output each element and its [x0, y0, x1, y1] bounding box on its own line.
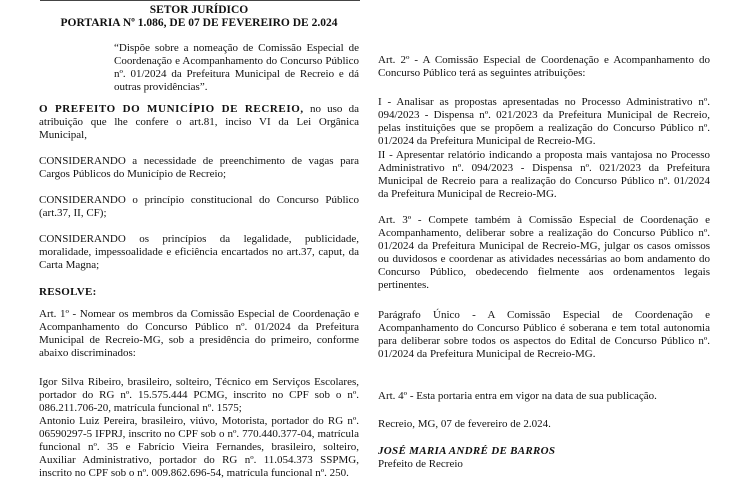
sector-heading: SETOR JURÍDICO: [149, 4, 249, 16]
article-3: Art. 3º - Compete também à Comissão Especial de Coordenação e Acompanhamento, deliberar sobre a realização do Concurso Público nº. 01/2024 da Prefeitura Municipal de Recreio-MG, julgar os casos omissos ou duvidosos e coordenar as atividades necessárias ao bom andamento do Concurso Público, obedecendo fielmente aos ordenamentos legais pertinentes.: [378, 214, 710, 291]
considerando-1: CONSIDERANDO a necessidade de preenchimento de vagas para Cargos Públicos do Município de Recreio;: [39, 155, 359, 180]
member-1: Igor Silva Ribeiro, brasileiro, solteiro, Técnico em Serviços Escolares, portador do RG nº. 15.575.444 PCMG, inscrito no CPF sob o nº. 086.211.706-20, matrícula funcional nº. 1575;: [39, 376, 359, 414]
preamble-rest: no uso da atribuição que lhe confere o art.81, inciso VI da Lei Orgânica Municipal,: [39, 103, 359, 141]
article-4: Art. 4º - Esta portaria entra em vigor na data de sua publicação.: [378, 390, 657, 402]
member-2-3: Antonio Luiz Pereira, brasileiro, viúvo, Motorista, portador do RG nº. 06590297-5 IFPRJ, inscrito no CPF sob o nº. 770.440.377-04, matrícula funcional nº. 35 e Fabrício Vieira Fernandes, brasileiro, solteiro, Auxiliar Administrativo, portador do RG nº. 11.054.373 SSPMG, inscrito no CPF sob o nº. 009.862.696-54, matrícula funcional nº. 250.: [39, 415, 359, 479]
top-divider: [40, 0, 360, 1]
article-2-item-2: II - Apresentar relatório indicando a proposta mais vantajosa no Processo Administrativo nº. 094/2023 - Dispensa nº. 021/2023 da Prefeitura Municipal de Recreio para a realização do Concurso Público nº. 01/2024 da Prefeitura Municipal de Recreio-MG.: [378, 149, 710, 200]
considerando-3: CONSIDERANDO os princípios da legalidade, publicidade, moralidade, impessoalidade e eficiência encartados no art.37, caput, da Carta Magna;: [39, 233, 359, 271]
considerando-2: CONSIDERANDO o princípio constitucional do Concurso Público (art.37, II, CF);: [39, 194, 359, 219]
article-1: Art. 1º - Nomear os membros da Comissão Especial de Coordenação e Acompanhamento do Concurso Público nº. 01/2024 da Prefeitura Municipal de Recreio-MG, sob a presidência do primeiro, conforme abaixo discriminados:: [39, 308, 359, 359]
paragrafo-unico: Parágrafo Único - A Comissão Especial de Coordenação e Acompanhamento do Concurso Público é soberana e tem total autonomia para deliberar sobre todos os aspectos do Edital de Concurso Público nº. 01/2024 da Prefeitura Municipal de Recreio-MG.: [378, 309, 710, 360]
resolve-heading: RESOLVE:: [39, 286, 97, 298]
preamble: [39, 103, 359, 142]
article-2-item-1: I - Analisar as propostas apresentadas no Processo Administrativo nº. 094/2023 - Dispensa nº. 021/2023 da Prefeitura Municipal de Recreio, pelas instituições que se propõem a realização do Concurso Público nº. 01/2024 da Prefeitura Municipal de Recreio-MG.: [378, 96, 710, 147]
preamble-lead: O PREFEITO DO MUNICÍPIO DE RECREIO,: [39, 103, 304, 115]
signature-role: Prefeito de Recreio: [378, 458, 463, 470]
signature-name: JOSÉ MARIA ANDRÉ DE BARROS: [378, 445, 556, 457]
date-line: Recreio, MG, 07 de fevereiro de 2.024.: [378, 418, 551, 430]
article-2-intro: Art. 2º - A Comissão Especial de Coordenação e Acompanhamento do Concurso Público terá as seguintes atribuições:: [378, 54, 710, 79]
ementa: “Dispõe sobre a nomeação de Comissão Especial de Coordenação e Acompanhamento do Concurso Público nº. 01/2024 da Prefeitura Municipal de Recreio e dá outras providências”.: [114, 42, 359, 93]
portaria-title: PORTARIA Nº 1.086, DE 07 DE FEVEREIRO DE 2.024: [60, 17, 338, 29]
